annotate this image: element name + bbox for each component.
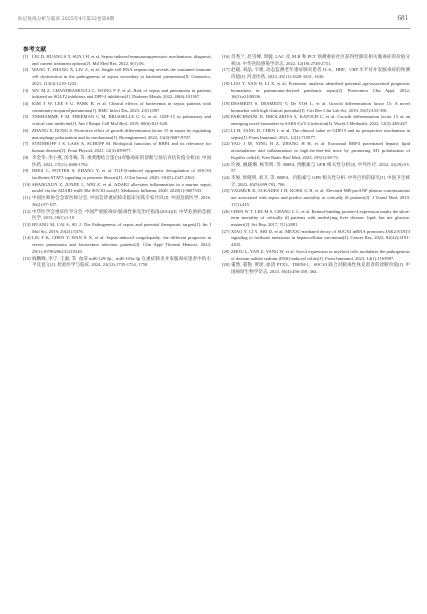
reference-number: [27] — [222, 228, 230, 234]
reference-item — [222, 229, 410, 249]
reference-number: [6] — [23, 127, 29, 133]
reference-number: [22] — [222, 141, 230, 147]
reference-number: [18] — [222, 80, 230, 86]
reference-number: [21] — [222, 127, 230, 133]
reference-item — [23, 182, 211, 195]
reference-item — [222, 101, 410, 114]
reference-text: 中国医师协会急诊医师分会, 中国急诊重症肺炎临床实践专家共识[J]. 中国急救医学, 2016, 36(2):97-107. — [32, 195, 211, 207]
reference-number: [3] — [23, 87, 29, 93]
reference-number: [20] — [222, 114, 230, 120]
reference-number: [25] — [222, 188, 230, 194]
reference-item — [23, 88, 211, 101]
reference-number: [7] — [23, 141, 29, 147]
reference-text: VERHAMME F M, FREEMAN C M, BRUSSELLE G G, et al. GDF-15 in pulmonary and critical care medicine[J]. Am J Respir Cell Mol Biol, 2019, 60(6):621-628. — [32, 114, 211, 127]
reference-number: [12] — [23, 208, 31, 214]
reference-number: [15] — [23, 255, 31, 261]
reference-number: [24] — [222, 174, 230, 180]
reference-number: [9] — [23, 168, 29, 174]
reference-item — [23, 168, 211, 181]
reference-text: YAO J M, YING H Z, ZHANG H H, et al. Exosomal RBP4 potentiated hepatic lipid accumulation and inflammation in high-fat-diet-fed mice by promoting M1 polarization of Kupffer cells[J]. Free Radic Biol Med, 2023, 195(1):58-73. — [231, 141, 410, 160]
reference-number: [13] — [23, 221, 31, 227]
reference-item — [222, 162, 410, 175]
reference-text: LIU F K, CHEN Y, WAN X X, et al. Sepsis-induced coagulopathy: the different prognosis in severe pneumonia and bacteremia infection patients[J]. Clin Appl Thromb Hemost, 2023, 29(1):10760296231219249. — [32, 235, 211, 254]
reference-number: [11] — [23, 195, 31, 201]
reference-text: STEINHOFF J S, LASS A, SCHUPP M. Biological functions of RBP4 and its relevance for human diseases[J]. Front Physiol, 2021, 12(3):659977. — [32, 141, 211, 154]
reference-text: CHEN W T, LEE M S, CHANG C L, et al. Retinol-binding protein-4 expression marks the short-term mortality of critically ill patients with underlying liver disease: lipid, but not glucose, matters[J]. Sci Rep, 2017, 7(1):2881. — [231, 208, 410, 227]
reference-number: [5] — [23, 114, 29, 120]
page-header — [18, 16, 410, 29]
reference-number: [1] — [23, 54, 29, 59]
references-heading: 参考文献 — [23, 47, 47, 53]
reference-item — [23, 128, 211, 141]
reference-item — [222, 175, 410, 188]
reference-text: 李金华, 李小燕, 汤冬梅, 等. 视黄醇结合蛋白4对脓毒症的诊断与预后评估价值分析[J]. 中国医药, 2022, 17(11):1686-1702. — [32, 154, 211, 167]
page-number: 681 — [397, 14, 408, 22]
reference-item — [222, 114, 410, 127]
reference-number: [28] — [222, 248, 230, 254]
reference-text: DESMEDT S, DESMEDT V, De VOS L, et al. Growth differentiation factor 15: A novel biomarker with high clinical potential[J]. Crit Rev Clin Lab Sci, 2019, 56(5):333-350. — [231, 101, 410, 113]
reference-item — [222, 249, 410, 262]
reference-number: [16] — [222, 54, 230, 59]
running-title: 标记免疫分析与临床 2025年4月第32卷第4期 — [18, 17, 115, 22]
reference-item — [222, 81, 410, 101]
reference-item — [222, 209, 410, 229]
reference-item — [23, 195, 211, 208]
reference-text: LIU D, HUANG S Y, SUN J H, et al. Sepsis-induced immunosuppression: mechanisms, diagnosis and current treatment options[J]. Mil Med Res, 2022, 9(1):56. — [32, 54, 211, 66]
reference-text: 许俊, 姚晓珊, 杨华明, 等. RBP4, 西酮素与 GFR 相关性分析[J]. 中外医疗, 2022, 41(29):53-57. — [231, 161, 410, 174]
reference-item — [23, 141, 211, 154]
reference-text: HUANG M, CAI S, SU J. The Pathogenesis of sepsis and potential therapeutic targets[J]. Int J Mol Sci, 2019, 20(21):5376. — [32, 221, 211, 234]
reference-item — [23, 209, 211, 222]
reference-text: LI H, TANG D, CHEN J, et al. The clinical value of GDF15 and its prospective mechanism in sepsis[J]. Front Immunol, 2021, 12(1):710977. — [231, 127, 410, 140]
reference-number: [29] — [222, 262, 230, 268]
reference-text: ZHOU L, YAN Z, YANG W, et al. Socs3 expression in myeloid cells modulates the pathogenesis of dextran sulfate sodium (DSS)-induced colitis[J]. Front Immunol, 2023, 14(1):1163987. — [231, 248, 410, 261]
reference-item — [222, 188, 410, 208]
references-column-right — [222, 54, 410, 276]
reference-item — [222, 262, 410, 275]
reference-item — [23, 67, 211, 87]
reference-number: [19] — [222, 101, 230, 107]
reference-text: 赵媛, 刘晶, 宇歌, 动态监测老年重症肺炎患者 IL-6、HBP、CRP 水平对并发脓毒症的预测价值[J]. 河北医药, 2023, 45(11):1628-1631, 1636. — [231, 67, 410, 80]
reference-number: [14] — [23, 235, 31, 241]
reference-item — [23, 114, 211, 127]
reference-number: [23] — [222, 161, 230, 167]
reference-item — [23, 155, 211, 168]
reference-text: WANG T, ZHANG X, LIU Z, et al. Single-cell RNA sequencing reveals the sustained immune cell dysfunction in the pathogenesis of sepsis secondary to bacterial pneumonia[J]. Genomics, 2021, 113(3):1219-1233. — [32, 67, 211, 86]
reference-text: DEES C, POTTER S, ZHANG Y, et al. TGF-β-induced epigenetic deregulation of SOCS3 facilitates STAT3 signaling to promote fibrosis[J]. J Clin Invest, 2020, 130(5):2347-2363. — [32, 168, 211, 180]
reference-item — [23, 235, 211, 255]
reference-text: XIAO Y, LI Y, SHI D, et al. MEX3C-mediated decay of SOCS3 mRNA promotes JAK2/STAT3 signaling to facilitate metastasis in hepatocellular carcinoma[J]. Cancer Res, 2022, 82(22):4191-4205. — [231, 228, 410, 248]
reference-item — [23, 54, 211, 67]
reference-text: SHANGXUN Z, JUNJIE L, WEI Z, et al. ADAR1 alleviates inflammation in a murine sepsis model via the ADAR1-miR-30a-SOCS3 axis[J]. Mediators Inflamm, 2020, 2020(1):9607535. — [32, 181, 211, 194]
reference-item — [23, 101, 211, 114]
reference-number: [17] — [222, 67, 230, 73]
reference-number: [2] — [23, 67, 29, 73]
reference-text: LUO Y, YAN H, LI X, et al. Proteomic analysis identified potential age-associated prognostic biomarkers in pneumonia-derived paediatric sepsis[J]. Proteomics Clin Appl, 2022, 16(3):e2100036. — [231, 80, 410, 100]
reference-number: [10] — [23, 181, 31, 187]
reference-item — [23, 256, 211, 269]
reference-item — [222, 54, 410, 67]
reference-item — [222, 67, 410, 80]
reference-text: 李俊, 侯晓明, 刘卫, 等. RBP4、内脂素与 GFR 相关性分析: 中外百用的探究[J]. 中国卫生统计, 2023, 40(5):699-702, 706. — [231, 174, 410, 187]
reference-text: WU M Z, CHANDRAMOULI C, WONG P F, et al. Risk of sepsis and pneumonia in patients initiated on SGLT2 inhibitors and DPP-4 inhibitors[J]. Diabetes Metab, 2022, 48(6):101367. — [32, 87, 211, 100]
reference-text: 肖秀兰, 赵雪峰, 周媛. LAC 及 NLR 和 PCT 预测重症社区获得性肺炎相关脓毒症的价值分析[J]. 中华医院感染学杂志, 2022, 32(18):2748-2751. — [231, 54, 410, 66]
reference-text: PARCHWANI D, DHOLARIYA S, KATOCH C, et al. Growth differentiation factor 15 as an emerging novel biomarker in SARS-CoV-2 infection[J]. World J Methodol, 2022, 12(5):438-447. — [231, 114, 410, 127]
reference-item — [222, 141, 410, 161]
reference-item — [222, 128, 410, 141]
reference-number: [4] — [23, 101, 29, 107]
reference-text: ZHANG X, DONG S. Protective effect of growth differentiation factor 15 in sepsis by regulating macrophage polarization and its mechanism[J]. Bioengineered, 2022, 13(4):9687-9707. — [32, 127, 211, 140]
reference-text: VAGMUR K, SCKADES J H, KOEK G H, et al. Elevated MR-proANP plasma concentrations are associated with sepsis and predict mortality in critically ill patients[J]. J Transl Med, 2019, 17(1):415. — [231, 188, 410, 207]
reference-number: [26] — [222, 208, 230, 214]
reference-text: KIM T W, LEE S U, PARK B, et al. Clinical effects of bacteremia in sepsis patients with community-acquired pneumonia[J]. BMC Infect Dis, 2023, 23(1):887. — [32, 101, 211, 113]
reference-text: 阎鹏峰, 李宁, 王毅, 等. 血清 miR-129-5p、miR-103a-3p 在重症肺炎并发脓毒症患者中的水平及意义[J]. 检验医学与临床, 2024, 21(12):1735-1754, 1758. — [32, 255, 211, 268]
reference-number: [8] — [23, 154, 29, 160]
reference-item — [23, 222, 211, 235]
references-column-left — [23, 54, 211, 269]
reference-text: 董然, 董艳, 黄原. 血清 PTX3、TREM-1、SOCS3 联合对脓毒性休克患者的诊断价值[J]. 中国病原生物学杂志, 2023, 18(4):456-459, 464. — [231, 262, 410, 274]
reference-text: 中华医学会重症医学分会. 中国严重脓毒症/脓毒性休克治疗指南(2014)[J]. 中华危重病急救医学, 2015, 18(1):1-10. — [32, 208, 211, 221]
